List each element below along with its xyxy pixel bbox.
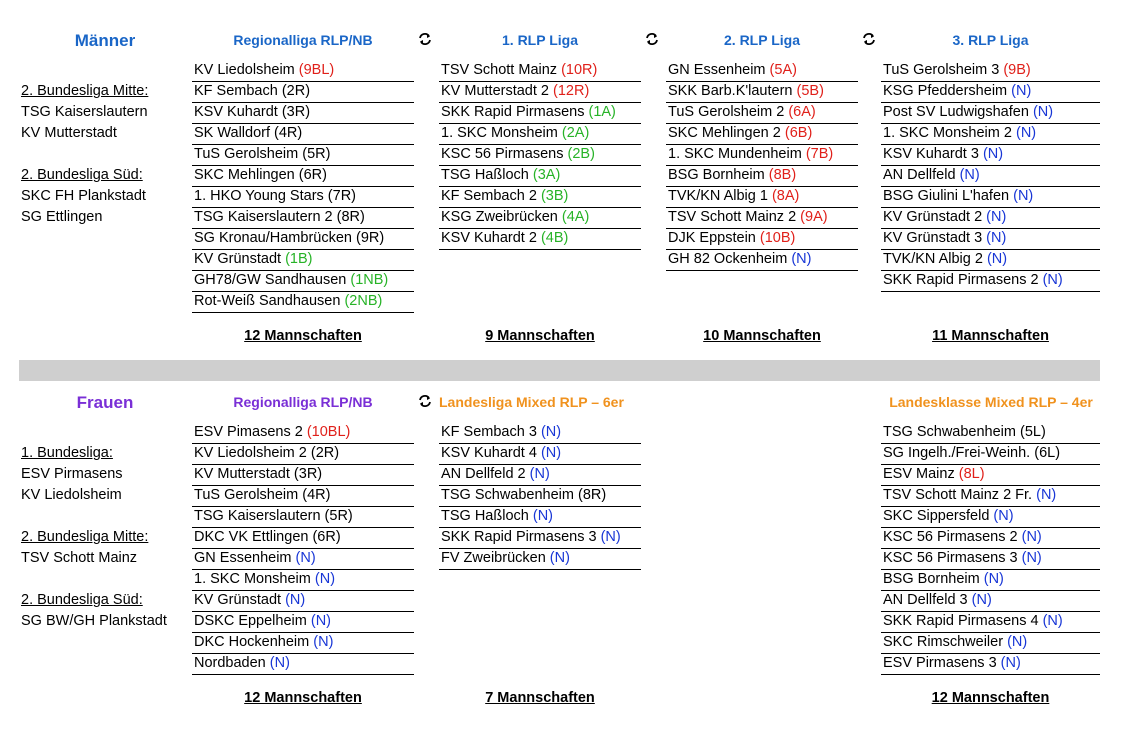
men-col2-list [439, 61, 641, 250]
men-col4-list [881, 61, 1100, 292]
team-tag: (N) [1021, 529, 1042, 545]
exchange-arrows-icon [862, 32, 876, 46]
team-name: KSV Kuhardt 3 [883, 146, 979, 162]
team-row [439, 208, 641, 229]
team-name: ESV Pimasens 2 [194, 424, 303, 440]
team-name: TSG Schwabenheim (8R) [441, 487, 607, 503]
men-col4-count: 11 Mannschaften [932, 328, 1049, 344]
team-name: KSC 56 Pirmasens [441, 146, 564, 162]
team-name: SKK Rapid Pirmasens 2 [883, 272, 1039, 288]
team-tag: (N) [982, 146, 1004, 162]
team-row [881, 549, 1100, 570]
team-row [881, 528, 1100, 549]
team-name: ESV Mainz [883, 466, 955, 482]
team-row [881, 486, 1100, 507]
team-name: ESV Pirmasens 3 [883, 655, 997, 671]
team-row [439, 465, 641, 486]
team-row [192, 271, 414, 292]
team-name: FV Zweibrücken [441, 550, 546, 566]
section-separator [19, 360, 1100, 381]
team-tag: (N) [986, 230, 1007, 246]
team-row [881, 633, 1100, 654]
team-tag: (N) [1032, 104, 1054, 120]
team-tag: (8A) [771, 188, 800, 204]
team-name: BSG Bornheim [668, 167, 765, 183]
side-line [21, 144, 191, 165]
team-row [192, 208, 414, 229]
team-tag: (7B) [805, 146, 834, 162]
men-col2-count: 9 Mannschaften [485, 328, 595, 344]
team-name: KSG Pfeddersheim [883, 83, 1008, 99]
team-row [666, 61, 858, 82]
team-tag: (N) [986, 209, 1007, 225]
side-line [21, 569, 191, 590]
team-tag: (N) [1015, 125, 1037, 141]
team-row [881, 145, 1100, 166]
team-row [192, 61, 414, 82]
side-line: TSG Kaiserslautern [21, 104, 148, 120]
team-tag: (N) [1013, 188, 1034, 204]
women-col2-list [439, 423, 641, 570]
team-row [192, 82, 414, 103]
women-col1-list [192, 423, 414, 675]
team-tag: (N) [1042, 613, 1063, 629]
team-row [439, 229, 641, 250]
side-line: 1. Bundesliga: [21, 445, 113, 461]
team-name: KV Grünstadt [194, 251, 282, 267]
team-row [439, 423, 641, 444]
team-name: DSKC Eppelheim [194, 613, 307, 629]
team-tag: (3A) [532, 167, 561, 183]
team-row [439, 82, 641, 103]
team-name: KF Sembach (2R) [194, 83, 311, 99]
team-tag: (3B) [540, 188, 569, 204]
team-row [192, 145, 414, 166]
team-tag: (1NB) [350, 272, 389, 288]
team-tag: (N) [600, 529, 621, 545]
team-tag: (4A) [561, 209, 590, 225]
women-col1-title: Regionalliga RLP/NB [233, 394, 373, 410]
team-name: BSG Bornheim [883, 571, 980, 587]
team-row [439, 549, 641, 570]
women-col3-title: Landesklasse Mixed RLP – 4er [889, 394, 1093, 410]
team-row [439, 507, 641, 528]
side-line: SG BW/GH Plankstadt [21, 613, 167, 629]
women-col3-count: 12 Mannschaften [931, 690, 1050, 706]
team-name: TSV Schott Mainz 2 Fr. [883, 487, 1033, 503]
team-row [192, 250, 414, 271]
team-name: Rot-Weiß Sandhausen [194, 293, 341, 309]
side-line: SKC FH Plankstadt [21, 188, 146, 204]
team-tag: (1A) [588, 104, 616, 120]
team-name: TSG Haßloch [441, 167, 529, 183]
team-name: KSV Kuhardt (3R) [194, 104, 311, 120]
team-name: GH 82 Ockenheim [668, 251, 788, 267]
team-row [192, 187, 414, 208]
side-line: 2. Bundesliga Mitte: [21, 529, 149, 545]
team-name: SKK Rapid Pirmasens [441, 104, 585, 120]
exchange-arrows-icon [645, 32, 659, 46]
team-row [192, 507, 414, 528]
team-tag: (5B) [796, 83, 824, 99]
team-row [666, 82, 858, 103]
team-tag: (1B) [285, 251, 313, 267]
team-tag: (N) [993, 508, 1014, 524]
team-row [439, 528, 641, 549]
team-row [881, 187, 1100, 208]
team-name: KF Sembach 3 [441, 424, 537, 440]
team-name: SG Ingelh./Frei-Weinh. (6L) [883, 445, 1061, 461]
team-name: TVK/KN Albig 2 [883, 251, 983, 267]
team-name: TSV Schott Mainz [441, 62, 558, 78]
team-row [439, 61, 641, 82]
team-row [666, 229, 858, 250]
team-row [192, 124, 414, 145]
team-name: KF Sembach 2 [441, 188, 537, 204]
men-col3-list [666, 61, 858, 271]
team-name: DJK Eppstein [668, 230, 756, 246]
team-tag: (8B) [768, 167, 797, 183]
team-name: KSC 56 Pirmasens 2 [883, 529, 1018, 545]
team-name: TuS Gerolsheim 2 [668, 104, 785, 120]
team-name: DKC Hockenheim [194, 634, 310, 650]
team-row [192, 654, 414, 675]
team-tag: (N) [983, 571, 1004, 587]
team-tag: (10B) [759, 230, 796, 246]
team-row [192, 465, 414, 486]
men-title: Männer [74, 31, 136, 50]
team-name: AN Dellfeld 3 [883, 592, 968, 608]
team-row [881, 612, 1100, 633]
team-name: GN Essenheim [194, 550, 292, 566]
team-tag: (N) [529, 466, 550, 482]
men-col2-title: 1. RLP Liga [502, 32, 578, 48]
women-col3-list [881, 423, 1100, 675]
men-side-info [21, 81, 191, 228]
women-col1-count: 12 Mannschaften [244, 690, 362, 706]
team-tag: (N) [971, 592, 992, 608]
team-row [881, 271, 1100, 292]
team-row [192, 486, 414, 507]
men-col4-title: 3. RLP Liga [952, 32, 1029, 48]
team-tag: (N) [1021, 550, 1042, 566]
team-row [192, 103, 414, 124]
team-name: KV Mutterstadt 2 [441, 83, 549, 99]
team-tag: (9A) [800, 209, 828, 225]
team-row [439, 444, 641, 465]
team-tag: (4B) [540, 230, 569, 246]
side-line: 2. Bundesliga Süd: [21, 592, 143, 608]
team-row [881, 208, 1100, 229]
team-name: KV Liedolsheim [194, 62, 295, 78]
team-row [881, 229, 1100, 250]
team-name: SG Kronau/Hambrücken (9R) [194, 230, 385, 246]
team-name: 1. HKO Young Stars (7R) [194, 188, 356, 204]
team-tag: (N) [791, 251, 812, 267]
team-row [881, 570, 1100, 591]
team-tag: (10BL) [306, 424, 351, 440]
team-name: Post SV Ludwigshafen [883, 104, 1029, 120]
team-row [666, 103, 858, 124]
team-row [881, 103, 1100, 124]
men-col3-count: 10 Mannschaften [703, 328, 821, 344]
team-name: SKC Rimschweiler [883, 634, 1004, 650]
team-tag: (N) [986, 251, 1008, 267]
team-name: SK Walldorf (4R) [194, 125, 303, 141]
team-row [439, 124, 641, 145]
side-line [21, 506, 191, 527]
team-tag: (N) [1036, 487, 1057, 503]
team-row [881, 124, 1100, 145]
team-row [192, 528, 414, 549]
team-name: TSG Kaiserslautern (5R) [194, 508, 353, 524]
team-row [881, 82, 1100, 103]
team-name: BSG Giulini L'hafen [883, 188, 1010, 204]
team-name: AN Dellfeld [883, 167, 956, 183]
women-title: Frauen [76, 393, 134, 412]
team-name: TSG Kaiserslautern 2 (8R) [194, 209, 365, 225]
side-line: SG Ettlingen [21, 209, 103, 225]
team-row [439, 486, 641, 507]
team-row [192, 292, 414, 313]
team-name: KV Grünstadt [194, 592, 282, 608]
team-row [439, 103, 641, 124]
team-row [192, 229, 414, 250]
team-row [881, 166, 1100, 187]
side-line: 2. Bundesliga Süd: [21, 167, 143, 183]
team-tag: (N) [532, 508, 554, 524]
team-name: KV Liedolsheim 2 (2R) [194, 445, 340, 461]
women-col2-title: Landesliga Mixed RLP – 6er [439, 394, 624, 410]
team-row [666, 145, 858, 166]
men-col3-title: 2. RLP Liga [724, 32, 800, 48]
team-name: SKC Sippersfeld [883, 508, 990, 524]
exchange-arrows-icon [418, 394, 432, 408]
team-tag: (5A) [769, 62, 797, 78]
team-name: SKK Barb.K'lautern [668, 83, 793, 99]
team-name: KSG Zweibrücken [441, 209, 558, 225]
men-col1-title: Regionalliga RLP/NB [233, 32, 373, 48]
team-name: KSV Kuhardt 4 [441, 445, 537, 461]
team-name: KV Grünstadt 3 [883, 230, 983, 246]
team-row [666, 208, 858, 229]
men-col1-count: 12 Mannschaften [244, 328, 362, 344]
team-name: Nordbaden [194, 655, 266, 671]
team-row [881, 61, 1100, 82]
team-name: GH78/GW Sandhausen [194, 272, 347, 288]
team-tag: (N) [540, 445, 562, 461]
team-row [666, 187, 858, 208]
team-name: KV Grünstadt 2 [883, 209, 983, 225]
team-tag: (2A) [561, 125, 590, 141]
side-line: 2. Bundesliga Mitte: [21, 83, 149, 99]
team-row [881, 444, 1100, 465]
team-row [192, 591, 414, 612]
team-row [192, 166, 414, 187]
team-name: DKC VK Ettlingen (6R) [194, 529, 341, 545]
women-col2-count: 7 Mannschaften [485, 690, 595, 706]
team-row [666, 124, 858, 145]
team-name: 1. SKC Monsheim 2 [883, 125, 1012, 141]
team-row [881, 250, 1100, 271]
team-name: TuS Gerolsheim (4R) [194, 487, 331, 503]
team-row [881, 423, 1100, 444]
team-name: TSV Schott Mainz 2 [668, 209, 797, 225]
team-tag: (N) [540, 424, 562, 440]
team-name: 1. SKC Monsheim [194, 571, 311, 587]
side-line: TSV Schott Mainz [21, 550, 138, 566]
exchange-arrows-icon [418, 32, 432, 46]
team-row [192, 444, 414, 465]
team-name: KV Mutterstadt (3R) [194, 466, 323, 482]
team-name: AN Dellfeld 2 [441, 466, 526, 482]
team-tag: (N) [1042, 272, 1063, 288]
team-row [192, 633, 414, 654]
team-tag: (N) [959, 167, 980, 183]
team-name: GN Essenheim [668, 62, 766, 78]
team-name: 1. SKC Monsheim [441, 125, 558, 141]
team-row [439, 187, 641, 208]
team-tag: (2NB) [344, 293, 383, 309]
team-tag: (N) [1000, 655, 1021, 671]
team-name: TuS Gerolsheim (5R) [194, 146, 331, 162]
team-row [192, 423, 414, 444]
team-name: SKC Mehlingen 2 [668, 125, 781, 141]
team-name: TVK/KN Albig 1 [668, 188, 768, 204]
team-name: SKC Mehlingen (6R) [194, 167, 327, 183]
team-tag: (N) [313, 634, 334, 650]
team-row [881, 507, 1100, 528]
team-tag: (N) [269, 655, 290, 671]
team-tag: (2B) [567, 146, 595, 162]
team-name: TSG Haßloch [441, 508, 529, 524]
team-tag: (N) [310, 613, 331, 629]
team-name: KSC 56 Pirmasens 3 [883, 550, 1018, 566]
team-row [439, 166, 641, 187]
team-row [666, 250, 858, 271]
side-line: KV Liedolsheim [21, 487, 122, 503]
team-name: TSG Schwabenheim (5L) [883, 424, 1046, 440]
team-tag: (N) [1007, 634, 1028, 650]
side-line: ESV Pirmasens [21, 466, 123, 482]
team-name: SKK Rapid Pirmasens 4 [883, 613, 1039, 629]
team-tag: (6B) [784, 125, 813, 141]
team-tag: (9B) [1003, 62, 1031, 78]
team-name: 1. SKC Mundenheim [668, 146, 802, 162]
team-tag: (6A) [788, 104, 816, 120]
team-tag: (9BL) [298, 62, 335, 78]
team-tag: (N) [285, 592, 306, 608]
team-row [192, 570, 414, 591]
women-side-info [21, 443, 191, 632]
team-tag: (8L) [958, 466, 985, 482]
team-row [666, 166, 858, 187]
team-row [881, 465, 1100, 486]
team-row [439, 145, 641, 166]
team-name: SKK Rapid Pirmasens 3 [441, 529, 597, 545]
side-line: KV Mutterstadt [21, 125, 117, 141]
team-name: KSV Kuhardt 2 [441, 230, 537, 246]
team-row [881, 591, 1100, 612]
team-tag: (12R) [553, 83, 590, 99]
team-tag: (N) [314, 571, 336, 587]
team-row [192, 612, 414, 633]
team-tag: (N) [295, 550, 316, 566]
team-tag: (N) [549, 550, 570, 566]
team-row [192, 549, 414, 570]
team-name: TuS Gerolsheim 3 [883, 62, 1000, 78]
team-row [881, 654, 1100, 675]
team-tag: (10R) [561, 62, 598, 78]
men-col1-list [192, 61, 414, 313]
team-tag: (N) [1011, 83, 1032, 99]
